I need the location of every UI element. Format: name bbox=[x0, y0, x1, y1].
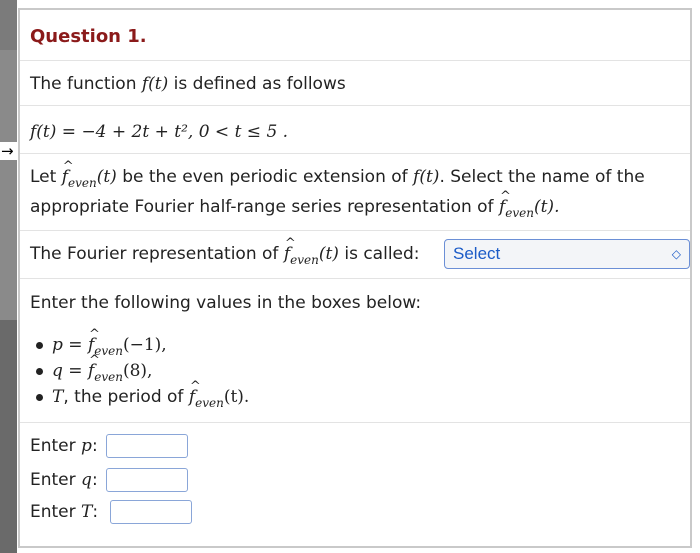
entry-p-label bbox=[30, 434, 98, 458]
divider bbox=[20, 105, 690, 106]
left-gutter bbox=[0, 0, 17, 553]
f-hat-symbol: ^ f bbox=[499, 196, 505, 218]
divider bbox=[20, 278, 690, 279]
t-input[interactable] bbox=[110, 500, 192, 524]
intro-text: The function bbox=[30, 74, 137, 94]
enter-instruction: Enter the following values in the boxes below: bbox=[30, 293, 422, 313]
enter-label: Enter bbox=[30, 436, 76, 456]
list-item bbox=[30, 384, 249, 410]
list-item bbox=[30, 332, 249, 358]
even-subscript: even bbox=[94, 344, 123, 358]
line2-prefix: appropriate Fourier half-range series representation of bbox=[30, 197, 494, 217]
divider bbox=[20, 422, 690, 423]
up-down-chevron-icon: ◇ bbox=[671, 247, 681, 261]
f-hat-symbol: ^ f bbox=[189, 384, 195, 410]
q-variable: q bbox=[81, 470, 92, 490]
gutter-segment bbox=[0, 320, 17, 553]
let-prefix: Let bbox=[30, 167, 57, 187]
entry-q-label bbox=[30, 468, 98, 492]
f-hat-symbol: ^ f bbox=[88, 358, 94, 384]
p-input[interactable] bbox=[106, 434, 188, 458]
colon: : bbox=[91, 436, 98, 456]
q-arg: (8), bbox=[122, 361, 153, 381]
f-hat-symbol: ^ f bbox=[284, 243, 290, 265]
t-variable: T bbox=[81, 502, 93, 522]
right-arrow-icon: → bbox=[0, 142, 18, 160]
enter-label: Enter bbox=[30, 502, 76, 522]
gutter-segment bbox=[0, 0, 17, 50]
t-variable: T bbox=[52, 387, 64, 407]
select-value: Select bbox=[453, 244, 501, 263]
p-variable: p bbox=[81, 436, 92, 456]
rep-arg: (t) bbox=[318, 244, 339, 264]
t-text: , the period of bbox=[63, 387, 184, 407]
intro-function: f(t) bbox=[141, 74, 169, 94]
line2-arg: (t). bbox=[533, 197, 560, 217]
let-suffix: . Select the name of the bbox=[439, 167, 645, 187]
divider bbox=[20, 230, 690, 231]
bullet-list bbox=[30, 332, 249, 410]
p-arg: (−1), bbox=[122, 335, 167, 355]
question-title: Question 1. bbox=[30, 26, 147, 47]
divider bbox=[20, 153, 690, 154]
even-subscript: even bbox=[290, 253, 319, 267]
enter-label: Enter bbox=[30, 470, 76, 490]
question-panel bbox=[18, 8, 692, 548]
let-arg: (t) bbox=[96, 167, 117, 187]
even-subscript: even bbox=[195, 396, 224, 410]
let-line-2 bbox=[30, 196, 682, 219]
even-subscript: even bbox=[505, 206, 534, 220]
colon: : bbox=[92, 502, 99, 522]
divider bbox=[20, 60, 690, 61]
rep-prefix: The Fourier representation of bbox=[30, 244, 279, 264]
f-hat-symbol: ^ f bbox=[88, 332, 94, 358]
intro-suffix: is defined as follows bbox=[173, 74, 346, 94]
colon: : bbox=[91, 470, 98, 490]
even-subscript: even bbox=[94, 370, 123, 384]
q-lhs: q = bbox=[52, 361, 88, 381]
rep-suffix: is called: bbox=[344, 244, 420, 264]
q-input[interactable] bbox=[106, 468, 188, 492]
let-middle: be the even periodic extension of bbox=[122, 167, 408, 187]
even-subscript: even bbox=[68, 176, 97, 190]
list-item bbox=[30, 358, 249, 384]
p-lhs: p = bbox=[52, 335, 88, 355]
intro-line bbox=[30, 73, 682, 95]
let-line bbox=[30, 166, 682, 189]
function-definition: f(t) = −4 + 2t + t², 0 < t ≤ 5 . bbox=[30, 122, 289, 142]
fourier-series-select[interactable] bbox=[444, 239, 690, 269]
let-function: f(t) bbox=[413, 167, 440, 187]
f-hat-symbol: ^ f bbox=[62, 166, 68, 188]
t-arg: (t). bbox=[223, 387, 250, 407]
entry-t-label bbox=[30, 500, 98, 524]
